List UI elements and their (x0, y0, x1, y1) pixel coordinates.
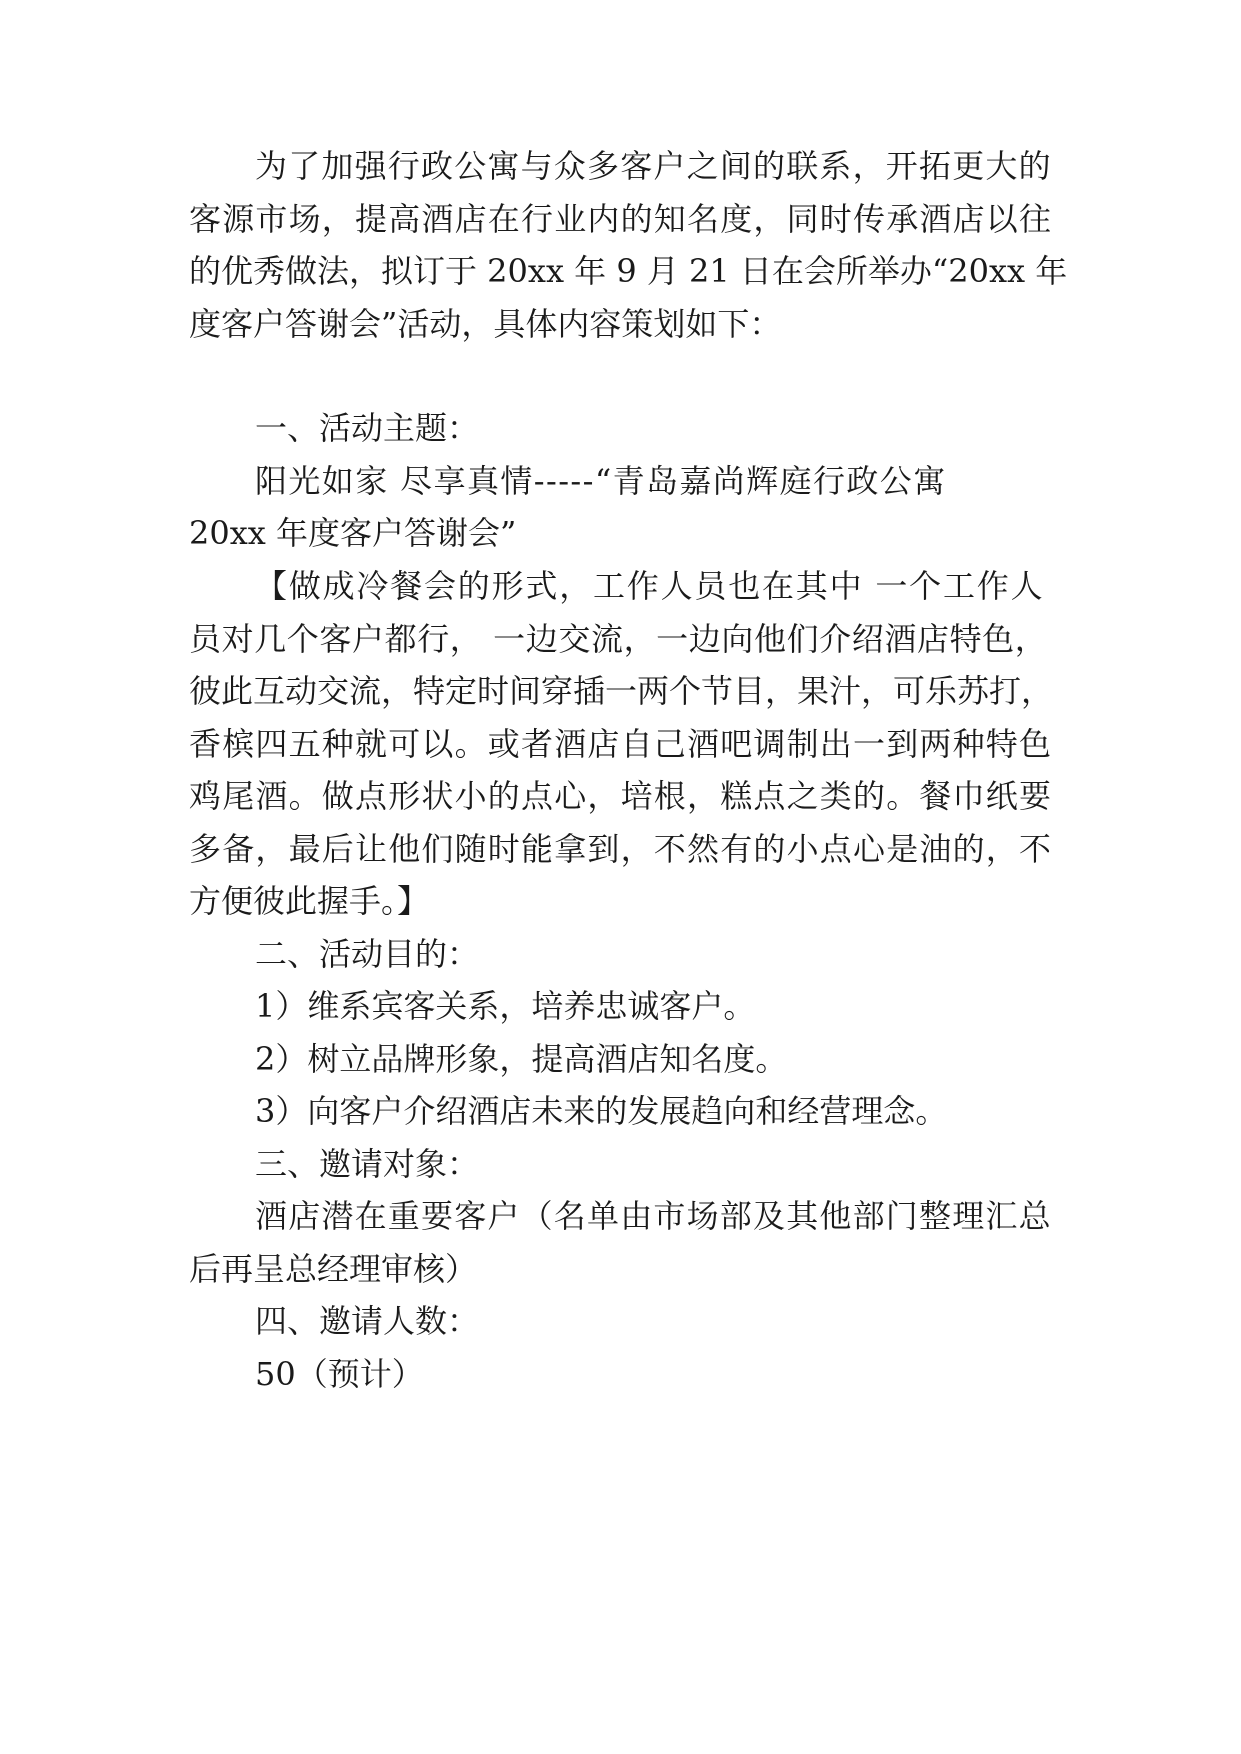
section-heading-invitees: 三、邀请对象： (255, 1145, 480, 1183)
theme-line-2: 20xx 年度客户答谢会” (189, 514, 517, 552)
intro-line-4: 度客户答谢会”活动，具体内容策划如下： (189, 305, 782, 343)
note-line-4: 香槟四五种就可以。或者酒店自己酒吧调制出一到两种特色 (189, 725, 1053, 763)
section-heading-count: 四、邀请人数： (255, 1302, 480, 1340)
note-line-6: 多备，最后让他们随时能拿到，不然有的小点心是油的，不 (189, 830, 1053, 868)
section-heading-purpose: 二、活动目的： (255, 935, 480, 973)
note-line-2: 员对几个客户都行， 一边交流，一边向他们介绍酒店特色， (189, 620, 1048, 658)
intro-line-1: 为了加强行政公寓与众多客户之间的联系，开拓更大的 (255, 147, 1052, 185)
section-heading-theme: 一、活动主题： (255, 409, 480, 447)
purpose-item-2: 2）树立品牌形象，提高酒店知名度。 (255, 1040, 788, 1078)
purpose-item-3: 3）向客户介绍酒店未来的发展趋向和经营理念。 (255, 1092, 948, 1130)
invitees-line-1: 酒店潜在重要客户（名单由市场部及其他部门整理汇总 (255, 1197, 1052, 1235)
note-line-1: 【做成冷餐会的形式，工作人员也在其中 一个工作人 (255, 567, 1045, 605)
note-line-3: 彼此互动交流，特定时间穿插一两个节目，果汁，可乐苏打， (189, 672, 1054, 710)
intro-line-2: 客源市场，提高酒店在行业内的知名度，同时传承酒店以往 (189, 200, 1053, 238)
purpose-item-1: 1）维系宾客关系，培养忠诚客户。 (255, 987, 756, 1025)
invitee-count: 50（预计） (255, 1355, 424, 1393)
note-line-7: 方便彼此握手。】 (189, 882, 430, 920)
invitees-line-2: 后再呈总经理审核） (189, 1250, 478, 1288)
note-line-5: 鸡尾酒。做点形状小的点心，培根，糕点之类的。餐巾纸要 (189, 777, 1053, 815)
intro-line-3: 的优秀做法，拟订于 20xx 年 9 月 21 日在会所举办“20xx 年 (189, 252, 1068, 290)
theme-line-1: 阳光如家 尽享真情-----“青岛嘉尚辉庭行政公寓 (255, 462, 947, 500)
